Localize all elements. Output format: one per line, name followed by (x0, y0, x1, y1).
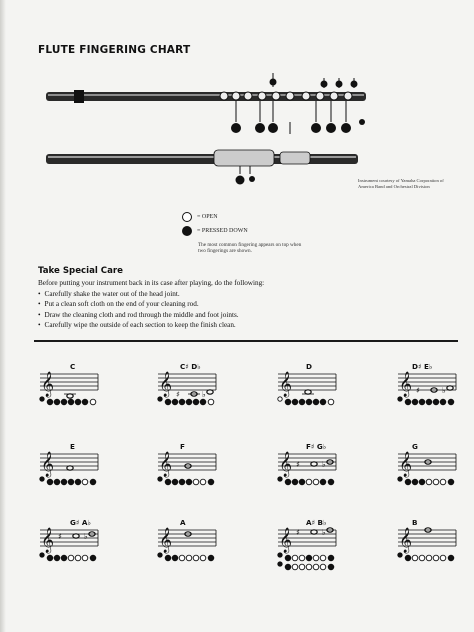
key-pressed (292, 399, 298, 405)
notehead (311, 462, 317, 466)
treble-clef-icon: 𝄞 (41, 372, 55, 397)
care-intro: Before putting your instrument back in its case after playing, do the following: (38, 279, 265, 287)
key-pressed (40, 397, 44, 401)
flat-icon: ♭ (442, 386, 446, 395)
fingering-chart (40, 362, 104, 422)
fingering-chart (40, 518, 104, 578)
sharp-icon: ♯ (296, 460, 300, 469)
key-open (208, 399, 214, 405)
fingering-chart (278, 442, 342, 502)
key-pressed (75, 399, 81, 405)
key-open (68, 555, 74, 561)
treble-clef-icon: 𝄞 (399, 528, 413, 553)
staff-diagram (398, 518, 462, 578)
key-open (313, 555, 319, 561)
note-name: D (306, 362, 312, 371)
key-pressed (61, 479, 67, 485)
treble-clef-icon: 𝄞 (159, 528, 173, 553)
fingering-chart (278, 362, 342, 422)
key-pressed (405, 399, 411, 405)
note-name: A♯ B♭ (306, 518, 327, 527)
key-pressed (179, 479, 185, 485)
thumb-key-pointers (240, 166, 250, 174)
key-pressed (54, 479, 60, 485)
care-list (38, 289, 239, 330)
flat-icon: ♭ (322, 460, 326, 469)
key-pressed (306, 555, 312, 561)
pressed-hole-icon (182, 226, 192, 236)
legend-open-label: = OPEN (197, 214, 218, 220)
key-open (292, 555, 298, 561)
key-open (179, 555, 185, 561)
key-open (200, 555, 206, 561)
key-open (306, 564, 312, 570)
flute-keys-bottom (214, 150, 310, 166)
treble-clef-icon: 𝄞 (279, 452, 293, 477)
key-open (412, 555, 418, 561)
fingering-chart (158, 518, 222, 578)
key-pressed (200, 399, 206, 405)
key-pressed (186, 479, 192, 485)
key-pressed (75, 479, 81, 485)
treble-clef-icon: 𝄞 (279, 372, 293, 397)
sharp-icon: ♯ (58, 532, 62, 541)
key-pressed (405, 479, 411, 485)
fingering-chart (158, 442, 222, 502)
staff-diagram (158, 518, 222, 578)
key-pressed (158, 477, 162, 481)
key-pressed (165, 399, 171, 405)
key-pressed (40, 553, 44, 557)
key-pressed (412, 479, 418, 485)
notehead (447, 386, 453, 390)
key-pressed (285, 479, 291, 485)
key-pressed (320, 399, 326, 405)
note-name: C♯ D♭ (180, 362, 201, 371)
key-open (313, 479, 319, 485)
key-open (419, 555, 425, 561)
treble-clef-icon: 𝄞 (159, 372, 173, 397)
staff-diagram (278, 518, 342, 578)
flat-icon: ♭ (202, 390, 206, 399)
key-pressed (193, 399, 199, 405)
care-item: • Carefully wipe the outside of each section to keep the finish clean. (38, 320, 239, 330)
note-name: A (180, 518, 186, 527)
key-pressed (328, 564, 334, 570)
key-pressed (299, 399, 305, 405)
key-open (278, 397, 282, 401)
staff-diagram (398, 442, 462, 502)
key-pressed (433, 399, 439, 405)
key-pressed (40, 477, 44, 481)
key-pressed (54, 555, 60, 561)
legend-pressed-label: = PRESSED DOWN (197, 228, 248, 234)
note-name: E (70, 442, 75, 451)
key-pressed (440, 399, 446, 405)
sharp-icon: ♯ (176, 390, 180, 399)
key-pressed (448, 555, 454, 561)
staff-diagram (398, 362, 462, 422)
staff-diagram (40, 362, 104, 422)
note-name: F♯ G♭ (306, 442, 327, 451)
staff-diagram (40, 518, 104, 578)
notehead (67, 466, 73, 470)
key-pressed (320, 479, 326, 485)
key-open (82, 555, 88, 561)
key-pressed (172, 479, 178, 485)
open-hole-icon (182, 212, 192, 222)
key-pressed (158, 553, 162, 557)
sharp-icon: ♯ (416, 386, 420, 395)
note-name: G♯ A♭ (70, 518, 91, 527)
notehead (207, 390, 213, 394)
key-pressed (306, 399, 312, 405)
key-pressed (47, 399, 53, 405)
key-pressed (54, 399, 60, 405)
key-open (193, 555, 199, 561)
key-open (90, 399, 96, 405)
key-pressed (328, 555, 334, 561)
notehead (311, 530, 317, 534)
key-pressed (419, 399, 425, 405)
key-pressed (299, 479, 305, 485)
staff-diagram (158, 442, 222, 502)
treble-clef-icon: 𝄞 (399, 372, 413, 397)
page-edge-shadow (0, 0, 6, 632)
note-name: B (412, 518, 418, 527)
key-pressed (158, 397, 162, 401)
key-pressed (186, 399, 192, 405)
key-pressed (448, 399, 454, 405)
key-open (440, 479, 446, 485)
key-open (328, 399, 334, 405)
key-open (440, 555, 446, 561)
key-pressed (419, 479, 425, 485)
key-open (306, 479, 312, 485)
flute-diagram (44, 70, 374, 194)
key-open (82, 479, 88, 485)
key-open (313, 564, 319, 570)
key-open (433, 479, 439, 485)
key-pressed (412, 399, 418, 405)
key-pressed (398, 397, 402, 401)
care-item: • Put a clean soft cloth on the end of your cleaning rod. (38, 299, 239, 309)
key-pressed (278, 562, 282, 566)
staff-diagram (158, 362, 222, 422)
key-pressed (285, 555, 291, 561)
legend (182, 210, 352, 255)
fingering-chart (398, 442, 462, 502)
fingering-chart (398, 518, 462, 578)
key-pressed (68, 399, 74, 405)
care-item: • Draw the cleaning cloth and rod through the middle and foot joints. (38, 310, 239, 320)
page-title: FLUTE FINGERING CHART (38, 44, 191, 56)
treble-clef-icon: 𝄞 (41, 452, 55, 477)
key-pressed (285, 564, 291, 570)
treble-clef-icon: 𝄞 (159, 452, 173, 477)
fingering-chart (40, 442, 104, 502)
flute-body-bottom (46, 154, 358, 164)
key-open (75, 555, 81, 561)
key-open (426, 555, 432, 561)
key-pressed (448, 479, 454, 485)
sharp-icon: ♯ (296, 528, 300, 537)
key-pressed (179, 399, 185, 405)
key-open (320, 564, 326, 570)
thumb-key-dots (236, 176, 256, 185)
key-pressed (172, 555, 178, 561)
note-name: F (180, 442, 185, 451)
key-pressed (405, 555, 411, 561)
treble-clef-icon: 𝄞 (399, 452, 413, 477)
treble-clef-icon: 𝄞 (279, 528, 293, 553)
fingering-chart (158, 362, 222, 422)
key-open (292, 564, 298, 570)
key-dots (231, 79, 365, 134)
key-pressed (278, 477, 282, 481)
flat-icon: ♭ (322, 528, 326, 537)
notehead (73, 534, 79, 538)
key-pressed (61, 555, 67, 561)
key-pressed (165, 479, 171, 485)
key-open (426, 479, 432, 485)
staff-diagram (278, 442, 342, 502)
key-open (320, 555, 326, 561)
key-pressed (82, 399, 88, 405)
key-pressed (208, 555, 214, 561)
key-pressed (398, 553, 402, 557)
key-pressed (90, 555, 96, 561)
key-open (200, 479, 206, 485)
key-pressed (47, 479, 53, 485)
fingering-chart (398, 362, 462, 422)
key-pressed (426, 399, 432, 405)
key-pressed (165, 555, 171, 561)
key-pressed (398, 477, 402, 481)
key-pressed (61, 399, 67, 405)
instrument-credit: Instrument courtesy of Yamaha Corporation of America Band and Orchestral Division (358, 178, 444, 189)
key-pressed (313, 399, 319, 405)
key-pressed (47, 555, 53, 561)
key-pressed (90, 479, 96, 485)
notehead (305, 390, 311, 394)
key-open (299, 555, 305, 561)
note-name: C (70, 362, 76, 371)
key-pressed (172, 399, 178, 405)
note-name: G (412, 442, 418, 451)
key-pressed (68, 479, 74, 485)
section-divider (34, 340, 458, 342)
notehead (67, 394, 73, 398)
key-open (193, 479, 199, 485)
treble-clef-icon: 𝄞 (41, 528, 55, 553)
key-pressed (328, 479, 334, 485)
flat-icon: ♭ (84, 532, 88, 541)
key-pressed (292, 479, 298, 485)
care-heading: Take Special Care (38, 266, 123, 276)
key-pressed (278, 553, 282, 557)
key-pressed (285, 399, 291, 405)
care-item: • Carefully shake the water out of the head joint. (38, 289, 239, 299)
key-open (186, 555, 192, 561)
legend-open (182, 210, 352, 224)
note-name: D♯ E♭ (412, 362, 433, 371)
legend-note: The most common fingering appears on top when two fingerings are shown. (198, 242, 302, 255)
fingering-chart (278, 518, 342, 578)
key-open (433, 555, 439, 561)
staff-diagram (278, 362, 342, 422)
key-pressed (208, 479, 214, 485)
key-open (299, 564, 305, 570)
flute-embouchure (74, 90, 84, 103)
staff-diagram (40, 442, 104, 502)
legend-pressed (182, 224, 352, 238)
